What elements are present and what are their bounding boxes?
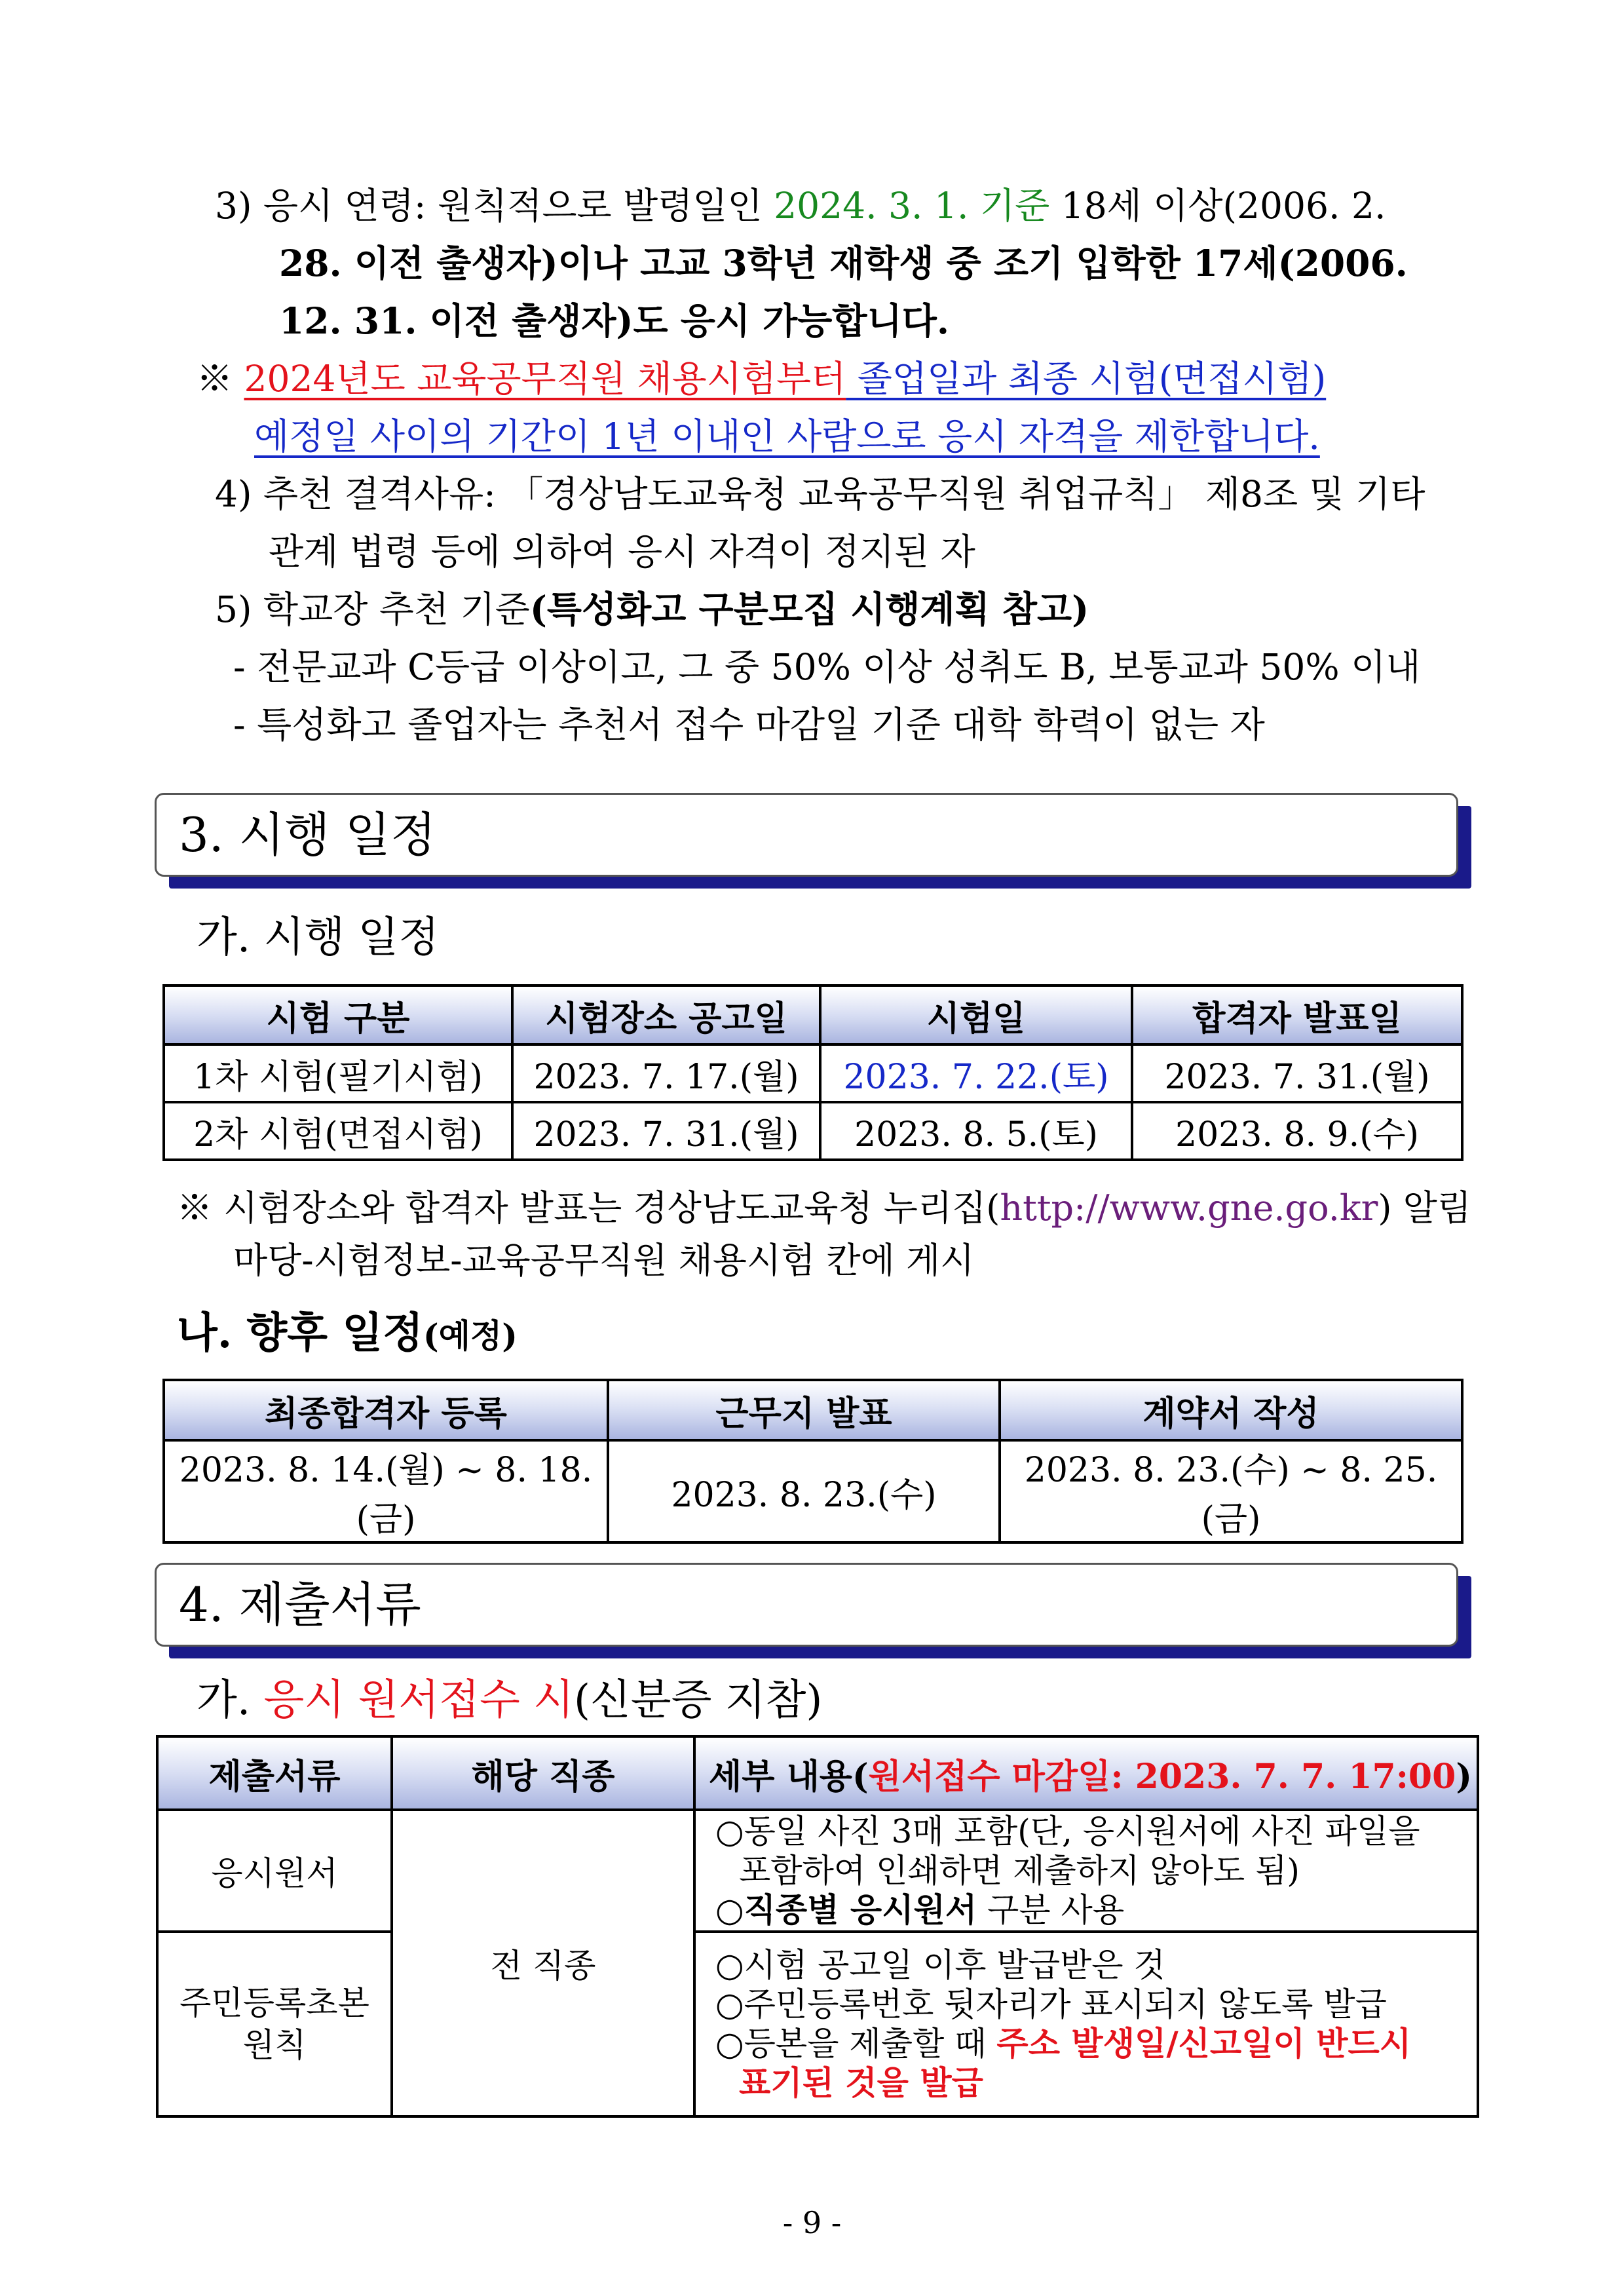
table-cell: 2023. 7. 31.(월) [512, 1102, 820, 1160]
table-cell: 1차 시험(필기시험) [164, 1044, 512, 1102]
section3-sub-na [177, 1304, 518, 1366]
col-header-result-date: 합격자 발표일 [1132, 985, 1462, 1044]
item3-date: 2024. 3. 1. 기준 [774, 185, 1050, 227]
table-row [164, 1102, 1462, 1160]
table-cell: 2023. 8. 14.(월) ~ 8. 18.(금) [164, 1440, 608, 1542]
detail-application [694, 1810, 1478, 1932]
deadline-text: 원서접수 마감일: 2023. 7. 7. 17:00 [868, 1756, 1456, 1797]
table-cell: 2023. 8. 23.(수) ~ 8. 25.(금) [1000, 1440, 1462, 1542]
sub-ga-pre: 가. [197, 1676, 264, 1725]
sub-ga-red: 응시 원서접수 시 [263, 1676, 574, 1725]
detail-resident-abstract [694, 1932, 1478, 2116]
section3-title: 3. 시행 일정 [155, 793, 1458, 877]
eligibility-note-line2: 예정일 사이의 기간이 1년 이내인 사람으로 응시 자격을 제한합니다. [254, 415, 1320, 457]
item3-post: 18세 이상(2006. 2. [1049, 185, 1386, 227]
col-header-registration: 최종합격자 등록 [164, 1380, 608, 1440]
detail-line: ○동일 사진 3매 포함(단, 응시원서에 사진 파일을 [715, 1812, 1420, 1850]
documents-table [156, 1735, 1479, 2118]
note-mark: ※ [197, 358, 244, 400]
documents-table-header [157, 1736, 1478, 1810]
detail-line: 포함하여 인쇄하면 제출하지 않아도 됨) [739, 1852, 1300, 1890]
table-row [164, 1044, 1462, 1102]
table-cell: 2차 시험(면접시험) [164, 1102, 512, 1160]
sub-na-small: (예정) [423, 1316, 518, 1355]
detail-line [715, 1890, 1476, 1930]
sub-na-text: 나. 향후 일정 [177, 1309, 423, 1358]
future-table-header [164, 1380, 1462, 1440]
schedule-note-pre: ※ 시험장소와 합격자 발표는 경상남도교육청 누리집( [177, 1187, 1000, 1229]
col-header-venue-date: 시험장소 공고일 [512, 985, 820, 1044]
table-cell: 2023. 8. 23.(수) [608, 1440, 1000, 1542]
details-header-pre: 세부 내용( [709, 1756, 869, 1797]
dash-item-1: - 전문교과 C등급 이상이고, 그 중 50% 이상 성취도 B, 보통교과 50% 이내 [233, 646, 1421, 688]
col-header-workplace: 근무지 발표 [608, 1380, 1000, 1440]
page-number: - 9 - [782, 2205, 842, 2240]
item3-pre: 3) 응시 연령: 원칙적으로 발령일인 [215, 185, 774, 227]
col-header-job: 해당 직종 [392, 1736, 694, 1810]
doc-resident-abstract [157, 1932, 392, 2116]
schedule-note-line2: 마당-시험정보-교육공무직원 채용시험 칸에 게시 [233, 1240, 975, 1281]
section4-sub-ga [197, 1671, 822, 1730]
note-blue: 졸업일과 최종 시험(면접시험) [846, 358, 1327, 400]
item3-line3: 12. 31. 이전 출생자)도 응시 가능합니다. [279, 299, 949, 342]
detail-pre: ○등본을 제출할 때 [715, 2025, 997, 2063]
detail-line [715, 2024, 1476, 2063]
col-header-details [694, 1736, 1478, 1810]
future-schedule-table [162, 1379, 1463, 1544]
item3-line1 [215, 177, 1386, 235]
table-row [164, 1440, 1462, 1542]
table-cell: 2023. 7. 17.(월) [512, 1044, 820, 1102]
table-cell: 2023. 7. 31.(월) [1132, 1044, 1462, 1102]
dash-item-2: - 특성화고 졸업자는 추천서 접수 마감일 기준 대학 학력이 없는 자 [233, 704, 1265, 746]
col-header-contract: 계약서 작성 [1000, 1380, 1462, 1440]
detail-post: 구분 사용 [977, 1891, 1125, 1929]
table-row [157, 1932, 1478, 2116]
detail-line-red: 표기된 것을 발급 [739, 2063, 983, 2102]
detail-bold: ○직종별 응시원서 [715, 1890, 977, 1929]
table-cell: 2023. 8. 9.(수) [1132, 1102, 1462, 1160]
section4-header [155, 1563, 1458, 1647]
item5-pre: 5) 학교장 추천 기준 [215, 588, 530, 630]
job-all: 전 직종 [392, 1810, 694, 2116]
eligibility-note-line1 [197, 350, 1326, 408]
col-header-exam-date: 시험일 [820, 985, 1132, 1044]
col-header-document: 제출서류 [157, 1736, 392, 1810]
note-red: 2024년도 교육공무직원 채용시험부터 [244, 358, 846, 400]
item5-bold: (특성화고 구분모집 시행계획 참고) [529, 588, 1089, 630]
detail-red: 주소 발생일/신고일이 반드시 [996, 2024, 1412, 2063]
item4-line2: 관계 법령 등에 의하여 응시 자격이 정지된 자 [269, 531, 975, 573]
col-header-exam-type: 시험 구분 [164, 985, 512, 1044]
section3-header [155, 793, 1458, 877]
table-cell: 2023. 8. 5.(토) [820, 1102, 1132, 1160]
table-cell: 2023. 7. 22.(토) [820, 1044, 1132, 1102]
schedule-table [162, 984, 1463, 1161]
item4-line1: 4) 추천 결격사유: 「경상남도교육청 교육공무직원 취업규칙」 제8조 및 기타 [215, 473, 1426, 515]
details-header-post: ) [1456, 1756, 1472, 1797]
item3-line2: 28. 이전 출생자)이나 고교 3학년 재학생 중 조기 입학한 17세(2006. [279, 242, 1408, 284]
schedule-note-line1 [177, 1179, 1471, 1237]
doc-name: 주민등록초본 [179, 1984, 369, 2022]
item5 [215, 581, 1089, 638]
sub-ga-post: (신분증 지참) [573, 1676, 823, 1725]
detail-line: ○시험 공고일 이후 발급받은 것 [715, 1946, 1165, 1984]
doc-note: 원칙 [242, 2026, 307, 2064]
doc-application: 응시원서 [157, 1810, 392, 1932]
detail-line: ○주민등록번호 뒷자리가 표시되지 않도록 발급 [715, 1985, 1387, 2023]
schedule-table-header [164, 985, 1462, 1044]
table-row [157, 1810, 1478, 1932]
section4-title: 4. 제출서류 [155, 1563, 1458, 1647]
website-link[interactable]: http://www.gne.go.kr [1000, 1187, 1378, 1229]
section3-sub-ga: 가. 시행 일정 [197, 913, 440, 962]
schedule-note-post: ) 알림 [1378, 1187, 1471, 1229]
